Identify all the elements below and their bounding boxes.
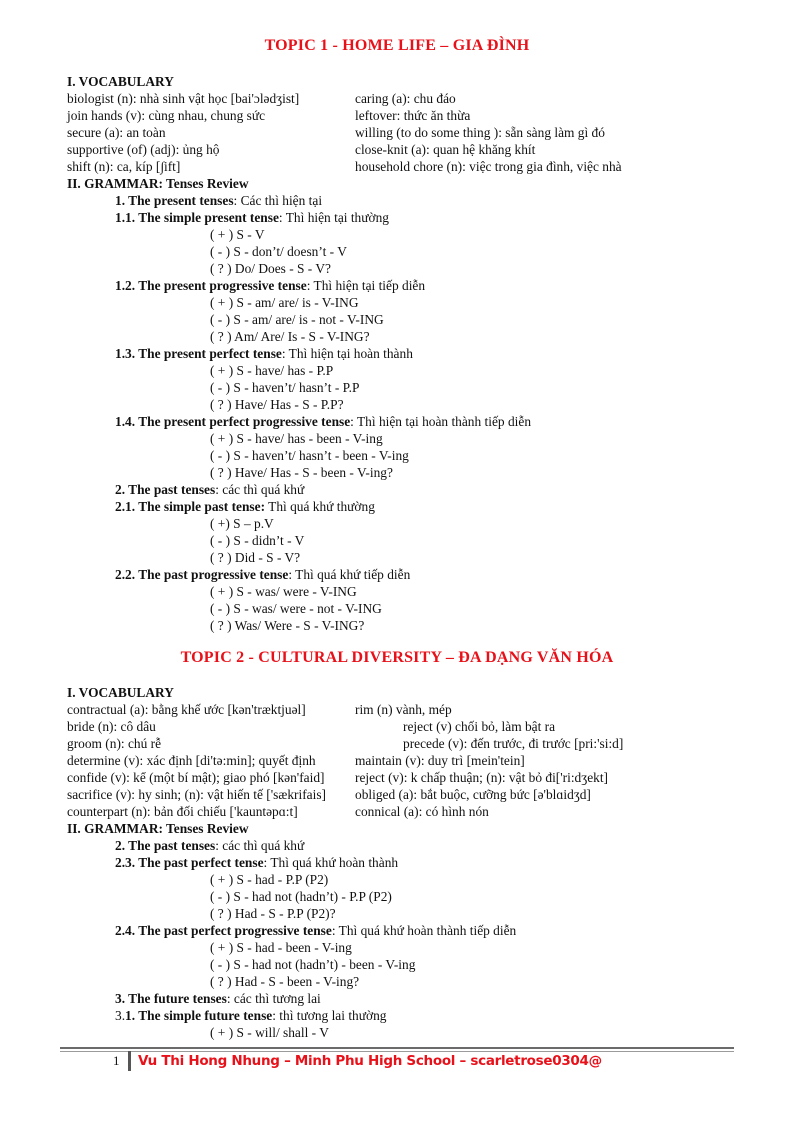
t1-present-progressive-q: ( ? ) Am/ Are/ Is - S - V-ING? <box>210 329 370 344</box>
t2-vocab-left-0: contractual (a): bằng khế ước [kən'træktjuəl] <box>67 702 306 717</box>
t1-present-perfect-progressive-pos: ( + ) S - have/ has - been - V-ing <box>210 431 383 446</box>
topic1-title: TOPIC 1 - HOME LIFE – GIA ĐÌNH <box>264 37 530 54</box>
t2-past-perfect-progressive-q: ( ? ) Had - S - been - V-ing? <box>210 974 360 989</box>
t1-simple-past-heading: 2.1. The simple past tense: Thì quá khứ thường <box>115 499 375 514</box>
t2-vocab-left-4: confide (v): kể (một bí mật); giao phó [kən'faid] <box>67 770 325 785</box>
t1-vocab-heading: I. VOCABULARY <box>67 74 174 89</box>
t2-past-perfect-pos: ( + ) S - had - P.P (P2) <box>210 872 329 887</box>
t1-past-progressive-q: ( ? ) Was/ Were - S - V-ING? <box>210 618 365 633</box>
t1-simple-present-heading: 1.1. The simple present tense: Thì hiện tại thường <box>115 210 389 225</box>
topic2-title: TOPIC 2 - CULTURAL DIVERSITY – ĐA DẠNG VĂN HÓA <box>180 649 614 666</box>
t1-simple-present-q: ( ? ) Do/ Does - S - V? <box>210 261 331 276</box>
t1-vocab-right-3: close-knit (a): quan hệ khăng khít <box>355 142 536 157</box>
t1-vocab-left-0: biologist (n): nhà sinh vật học [bai'ɔlədʒist] <box>67 91 300 106</box>
t2-vocab-right-2: precede (v): đến trước, đi trước [pri:'si:d] <box>403 736 624 751</box>
t1-vocab-left-1: join hands (v): cùng nhau, chung sức <box>67 108 266 123</box>
t1-simple-past-pos: ( +) S – p.V <box>210 516 274 531</box>
t1-present-tenses: 1. The present tenses: Các thì hiện tại <box>115 193 323 208</box>
t2-vocab-right-6: connical (a): có hình nón <box>355 804 489 819</box>
t2-past-perfect-progressive-pos: ( + ) S - had - been - V-ing <box>210 940 352 955</box>
t1-present-progressive-neg: ( - ) S - am/ are/ is - not - V-ING <box>210 312 384 327</box>
t1-vocab-right-4: household chore (n): việc trong gia đình, việc nhà <box>355 159 622 174</box>
t1-vocab-right-0: caring (a): chu đáo <box>355 91 456 106</box>
t1-simple-past-neg: ( - ) S - didn’t - V <box>210 533 305 548</box>
t2-vocab-right-5: obliged (a): bắt buộc, cưỡng bức [ə'blɑidʒd] <box>355 787 591 802</box>
t2-vocab-right-0: rim (n) vành, mép <box>355 702 452 717</box>
footer-author-text: Vu Thi Hong Nhung – Minh Phu High School – scarletrose0304@ <box>138 1053 602 1069</box>
t2-simple-future-heading: 3.1. The simple future tense: thì tương lai thường <box>115 1008 387 1023</box>
t1-grammar-heading: II. GRAMMAR: Tenses Review <box>67 176 249 191</box>
footer-rule-thin <box>60 1051 734 1052</box>
t1-present-perfect-progressive-neg: ( - ) S - haven’t/ hasn’t - been - V-ing <box>210 448 409 463</box>
footer-rule <box>60 1047 734 1049</box>
t2-grammar-heading: II. GRAMMAR: Tenses Review <box>67 821 249 836</box>
t1-simple-present-neg: ( - ) S - don’t/ doesn’t - V <box>210 244 347 259</box>
t1-vocab-left-4: shift (n): ca, kíp [∫ift] <box>67 159 181 174</box>
t2-past-perfect-q: ( ? ) Had - S - P.P (P2)? <box>210 906 336 921</box>
t1-vocab-right-1: leftover: thức ăn thừa <box>355 108 471 123</box>
t2-past-perfect-heading: 2.3. The past perfect tense: Thì quá khứ hoàn thành <box>115 855 399 870</box>
t1-past-tenses: 2. The past tenses: các thì quá khứ <box>115 482 305 497</box>
t1-present-perfect-heading: 1.3. The present perfect tense: Thì hiện tại hoàn thành <box>115 346 413 361</box>
t1-present-perfect-progressive-heading: 1.4. The present perfect progressive tense: Thì hiện tại hoàn thành tiếp diễn <box>115 414 532 429</box>
t2-vocab-right-1: reject (v) chối bỏ, làm bật ra <box>403 719 556 734</box>
t2-vocab-left-3: determine (v): xác định [di'tə:min]; quyết định <box>67 753 316 768</box>
t2-simple-future-pos: ( + ) S - will/ shall - V <box>210 1025 329 1040</box>
t2-vocab-heading: I. VOCABULARY <box>67 685 174 700</box>
t2-vocab-left-1: bride (n): cô dâu <box>67 719 156 734</box>
t1-vocab-left-2: secure (a): an toàn <box>67 125 166 140</box>
t1-vocab-left-3: supportive (of) (adj): ủng hộ <box>67 142 220 157</box>
t2-future-tenses: 3. The future tenses: các thì tương lai <box>115 991 321 1006</box>
t1-present-progressive-heading: 1.2. The present progressive tense: Thì hiện tại tiếp diễn <box>115 278 426 293</box>
t1-past-progressive-neg: ( - ) S - was/ were - not - V-ING <box>210 601 382 616</box>
t1-past-progressive-heading: 2.2. The past progressive tense: Thì quá khứ tiếp diễn <box>115 567 411 582</box>
t2-past-perfect-progressive-heading: 2.4. The past perfect progressive tense: Thì quá khứ hoàn thành tiếp diễn <box>115 923 517 938</box>
t2-vocab-right-4: reject (v): k chấp thuận; (n): vật bỏ đi['ri:dʒekt] <box>355 770 609 785</box>
footer-separator <box>128 1051 131 1071</box>
t2-vocab-left-2: groom (n): chú rễ <box>67 736 162 751</box>
t1-vocab-right-2: willing (to do some thing ): sẵn sàng làm gì đó <box>355 125 605 140</box>
t1-simple-present-pos: ( + ) S - V <box>210 227 265 242</box>
t2-vocab-right-3: maintain (v): duy trì [mein'tein] <box>355 753 525 768</box>
t2-past-tenses: 2. The past tenses: các thì quá khứ <box>115 838 305 853</box>
t1-simple-past-q: ( ? ) Did - S - V? <box>210 550 301 565</box>
t2-vocab-left-5: sacrifice (v): hy sinh; (n): vật hiến tế ['sækrifais] <box>67 787 326 802</box>
t1-past-progressive-pos: ( + ) S - was/ were - V-ING <box>210 584 357 599</box>
t1-present-perfect-progressive-q: ( ? ) Have/ Has - S - been - V-ing? <box>210 465 393 480</box>
t1-present-perfect-q: ( ? ) Have/ Has - S - P.P? <box>210 397 344 412</box>
t2-past-perfect-neg: ( - ) S - had not (hadn’t) - P.P (P2) <box>210 889 392 904</box>
t1-present-perfect-neg: ( - ) S - haven’t/ hasn’t - P.P <box>210 380 360 395</box>
t1-present-progressive-pos: ( + ) S - am/ are/ is - V-ING <box>210 295 359 310</box>
page-number: 1 <box>113 1053 120 1068</box>
t1-present-perfect-pos: ( + ) S - have/ has - P.P <box>210 363 334 378</box>
t2-vocab-left-6: counterpart (n): bản đối chiếu ['kauntəpɑ:t] <box>67 804 298 819</box>
t2-past-perfect-progressive-neg: ( - ) S - had not (hadn’t) - been - V-ing <box>210 957 416 972</box>
